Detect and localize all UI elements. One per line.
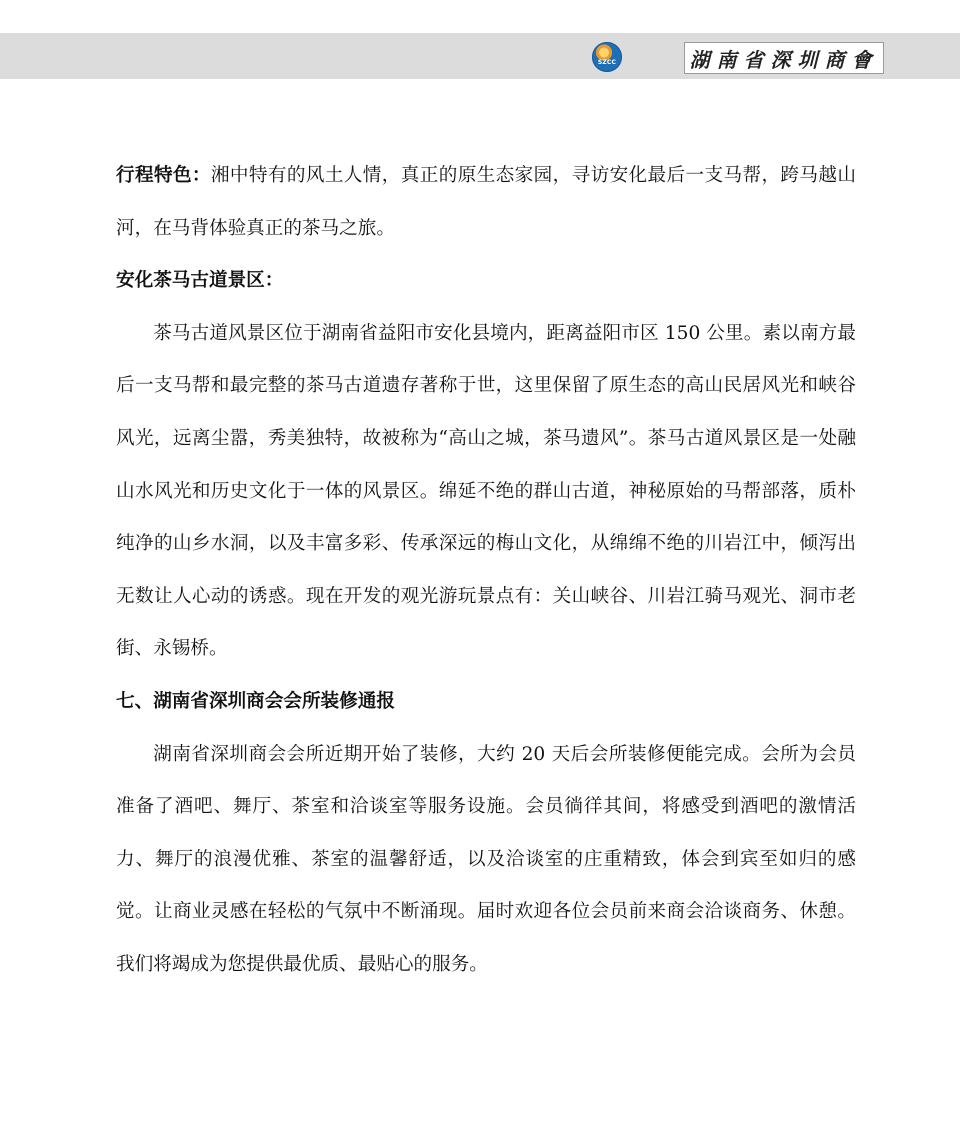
intro-label: 行程特色： [116, 165, 211, 186]
scenic-title: 安化茶马古道景区： [116, 270, 284, 292]
club-body: 湖南省深圳商会会所近期开始了装修，大约 20 天后会所装修便能完成。会所为会员准备了酒吧、舞厅、茶室和洽谈室等服务设施。会员徜徉其间，将感受到酒吧的激情活力、舞厅的浪漫优雅、茶室的温馨舒适，以及洽谈室的庄重精致，体会到宾至如归的感觉。让商业灵感在轻松的气氛中不断涌现。届时欢迎各位会员前来商会洽谈商务、休憩。我们将竭成为您提供最优质、最贴心的服务。 [116, 743, 856, 975]
document-body [116, 150, 856, 992]
intro-text: 湘中特有的风土人情，真正的原生态家园，寻访安化最后一支马帮，跨马越山河，在马背体验真正的茶马之旅。 [116, 165, 856, 239]
intro-paragraph [116, 150, 856, 255]
org-name: 湖南省深圳商會 [689, 47, 879, 72]
logo-text: SZCC [597, 59, 617, 66]
club-title: 七、湖南省深圳商会会所装修通报 [116, 690, 395, 712]
szcc-logo-icon [592, 42, 622, 72]
org-name-box [684, 42, 884, 74]
scenic-body: 茶马古道风景区位于湖南省益阳市安化县境内，距离益阳市区 150 公里。素以南方最后一支马帮和最完整的茶马古道遗存著称于世，这里保留了原生态的高山民居风光和峡谷风光，远离尘嚣，秀美独特，故被称为“高山之城，茶马遗风”。茶马古道风景区是一处融山水风光和历史文化于一体的风景区。绵延不绝的群山古道，神秘原始的马帮部落，质朴纯净的山乡水洞，以及丰富多彩、传承深远的梅山文化，从绵绵不绝的川岩江中，倾泻出无数让人心动的诱惑。现在开发的观光游玩景点有：关山峡谷、川岩江骑马观光、洞市老街、永锡桥。 [116, 322, 856, 660]
